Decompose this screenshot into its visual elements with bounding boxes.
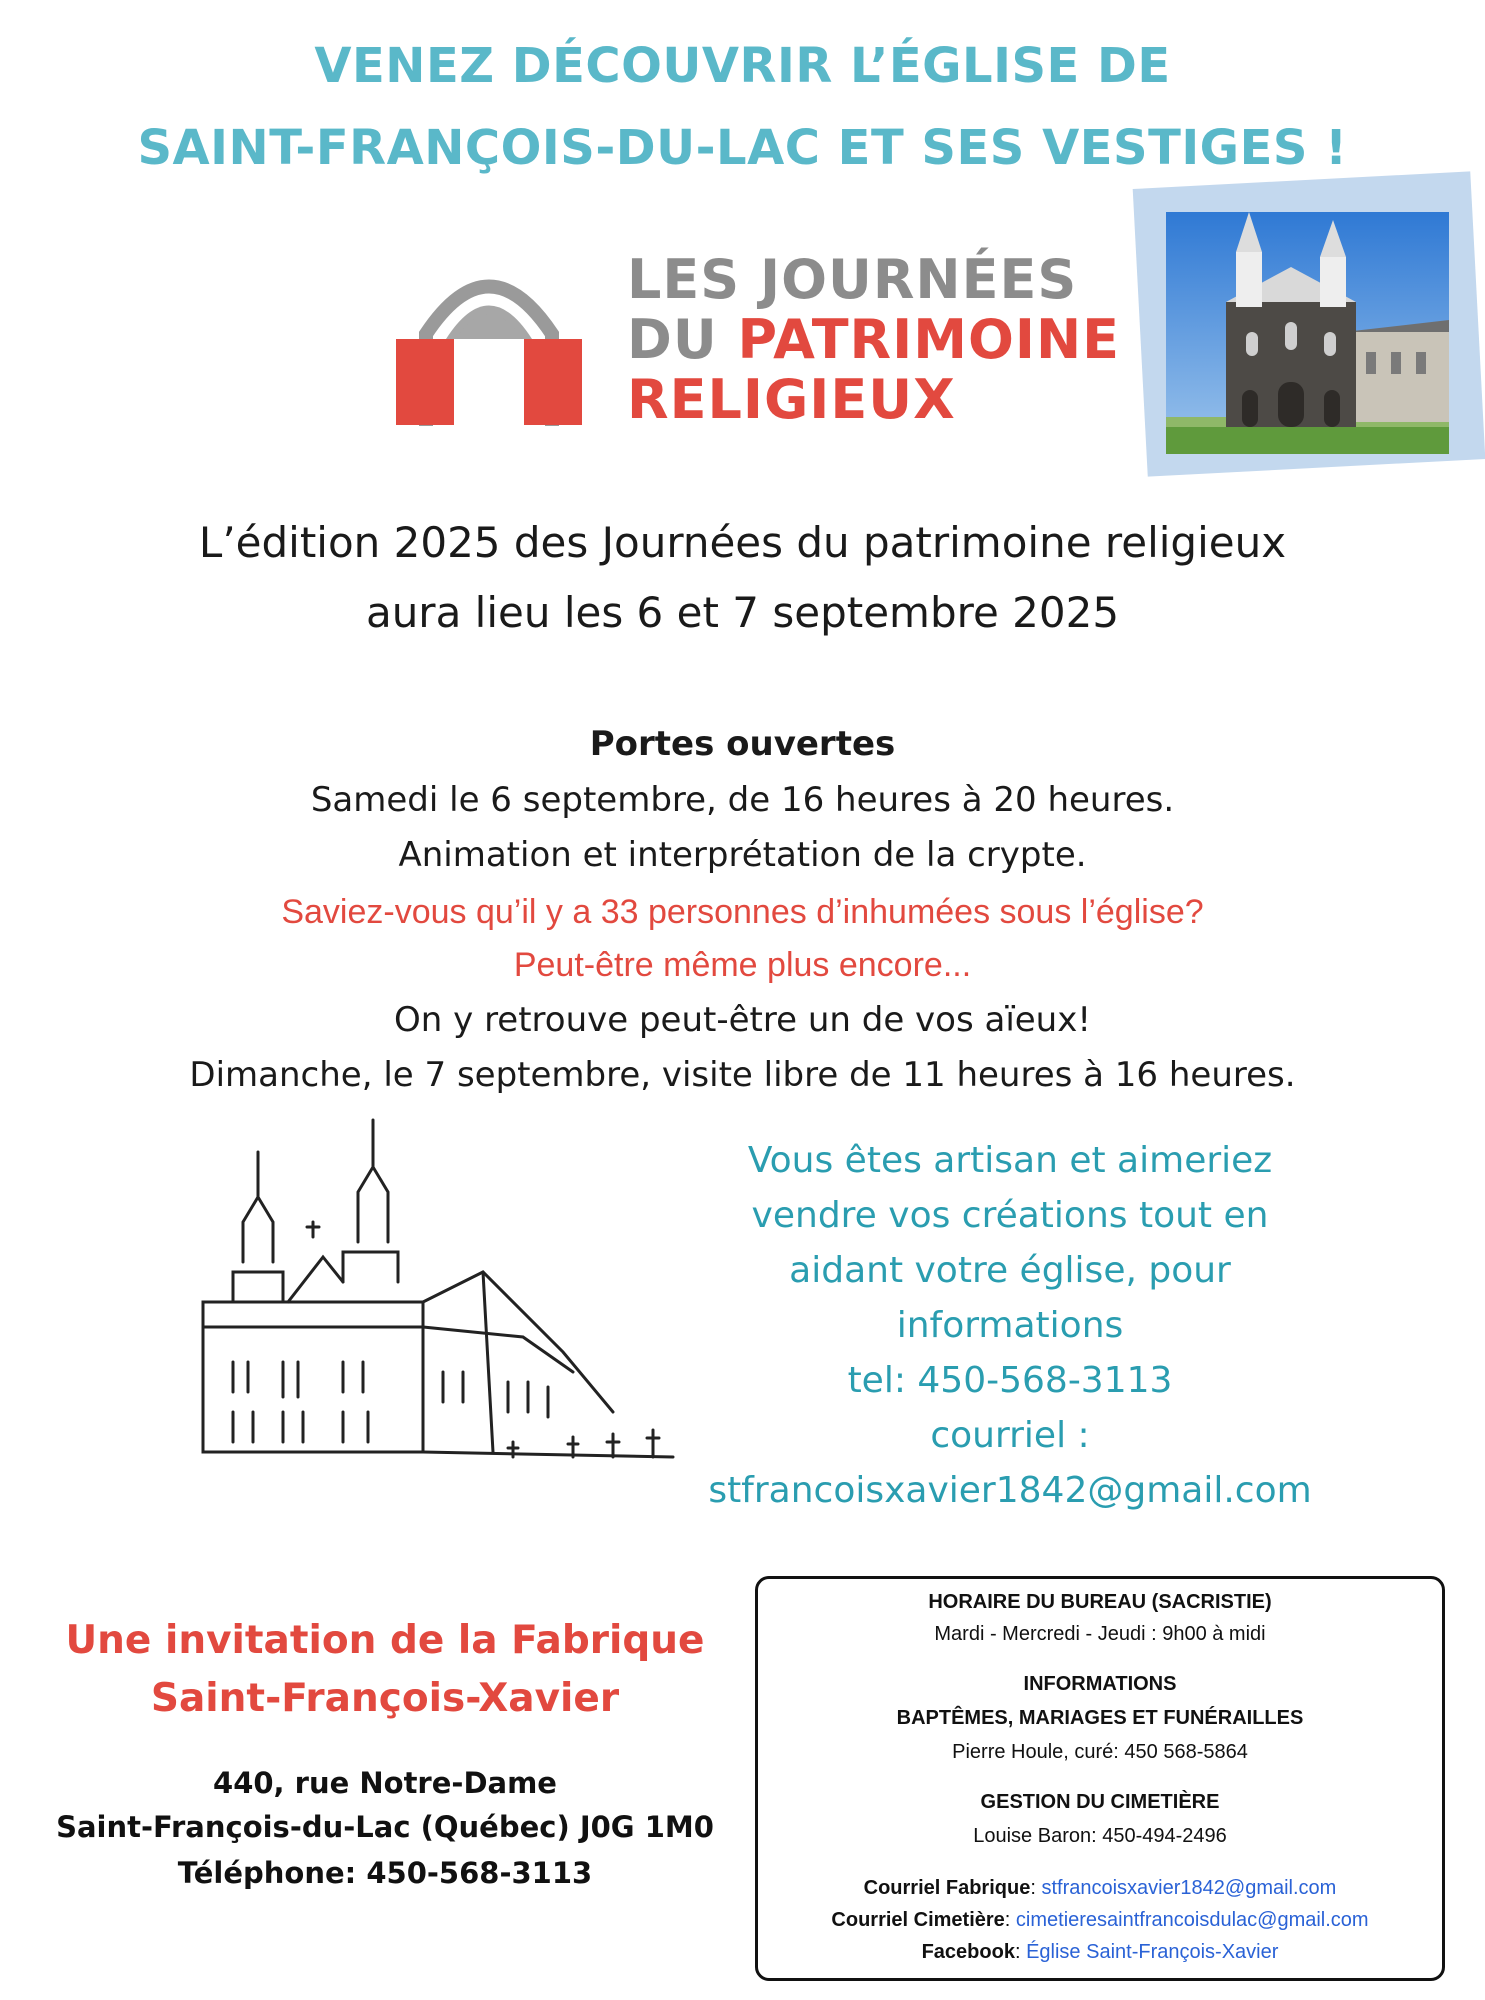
address-phone: Téléphone: 450-568-3113 — [177, 1856, 593, 1890]
church-sketch-illustration — [193, 1112, 683, 1532]
office-info-box — [755, 1576, 1445, 1981]
facebook-label: Facebook — [921, 1941, 1015, 1963]
portes-peut-etre: Peut-être même plus encore... — [513, 946, 972, 984]
headline-line-2: SAINT-FRANÇOIS-DU-LAC ET SES VESTIGES ! — [137, 120, 1348, 176]
horaire-title: HORAIRE DU BUREAU (SACRISTIE) — [928, 1591, 1272, 1613]
portes-saviez: Saviez-vous qu’il y a 33 personnes d’inhumées sous l’église? — [281, 893, 1204, 931]
courriel-fabrique-label: Courriel Fabrique — [863, 1877, 1031, 1899]
horaire-text: Mardi - Mercredi - Jeudi : 9h00 à midi — [934, 1623, 1266, 1645]
portes-animation: Animation et interprétation de la crypte. — [398, 835, 1087, 875]
cure-contact: Pierre Houle, curé: 450 568-5864 — [952, 1741, 1248, 1763]
informations-subtitle: BAPTÊMES, MARIAGES ET FUNÉRAILLES — [896, 1707, 1304, 1729]
facebook-link[interactable]: Église Saint-François-Xavier — [1026, 1941, 1279, 1963]
edition-line-1: L’édition 2025 des Journées du patrimoine religieux — [198, 518, 1287, 567]
portes-samedi: Samedi le 6 septembre, de 16 heures à 20 heures. — [310, 780, 1175, 820]
invitation-line-1: Une invitation de la Fabrique — [65, 1618, 705, 1663]
logo-text-line-3: RELIGIEUX — [627, 368, 956, 431]
logo-text-line-2 — [627, 310, 1120, 370]
journees-patrimoine-logo-icon — [396, 244, 582, 430]
artisan-phone: tel: 450-568-3113 — [847, 1360, 1173, 1401]
courriel-fabrique-row: Courriel Fabrique: stfrancoisxavier1842@gmail.com — [863, 1877, 1337, 1899]
facebook-row: Facebook: Église Saint-François-Xavier — [921, 1941, 1279, 1963]
address-city: Saint-François-du-Lac (Québec) J0G 1M0 — [56, 1810, 714, 1844]
portes-ouvertes-title: Portes ouvertes — [589, 724, 896, 764]
artisan-line-3: aidant votre église, pour — [789, 1250, 1231, 1291]
artisan-email[interactable]: stfrancoisxavier1842@gmail.com — [708, 1470, 1312, 1511]
church-photo — [1166, 212, 1449, 454]
informations-title: INFORMATIONS — [1023, 1673, 1177, 1695]
logo-text-patrimoine: PATRIMOINE — [737, 308, 1121, 371]
courriel-cimetiere-label: Courriel Cimetière — [831, 1909, 1005, 1931]
invitation-line-2: Saint-François-Xavier — [150, 1676, 620, 1721]
headline-line-1: VENEZ DÉCOUVRIR L’ÉGLISE DE — [314, 38, 1171, 94]
courriel-cimetiere-link[interactable]: cimetieresaintfrancoisdulac@gmail.com — [1015, 1909, 1369, 1931]
logo-text-du: DU — [627, 308, 738, 371]
artisan-line-2: vendre vos créations tout en — [751, 1195, 1269, 1236]
artisan-line-1: Vous êtes artisan et aimeriez — [747, 1140, 1273, 1181]
courriel-cimetiere-row: Courriel Cimetière: cimetieresaintfrancoisdulac@gmail.com — [831, 1909, 1369, 1931]
portes-aieux: On y retrouve peut-être un de vos aïeux! — [394, 1000, 1091, 1040]
address-street: 440, rue Notre-Dame — [213, 1766, 557, 1800]
cimetiere-contact: Louise Baron: 450-494-2496 — [973, 1825, 1227, 1847]
edition-line-2: aura lieu les 6 et 7 septembre 2025 — [365, 588, 1120, 637]
courriel-fabrique-link[interactable]: stfrancoisxavier1842@gmail.com — [1041, 1877, 1337, 1899]
artisan-courriel-label: courriel : — [930, 1415, 1090, 1456]
logo-text-line-1: LES JOURNÉES — [627, 248, 1078, 311]
cimetiere-title: GESTION DU CIMETIÈRE — [980, 1791, 1220, 1813]
artisan-line-4: informations — [896, 1305, 1124, 1346]
portes-dimanche: Dimanche, le 7 septembre, visite libre de 11 heures à 16 heures. — [189, 1055, 1296, 1095]
